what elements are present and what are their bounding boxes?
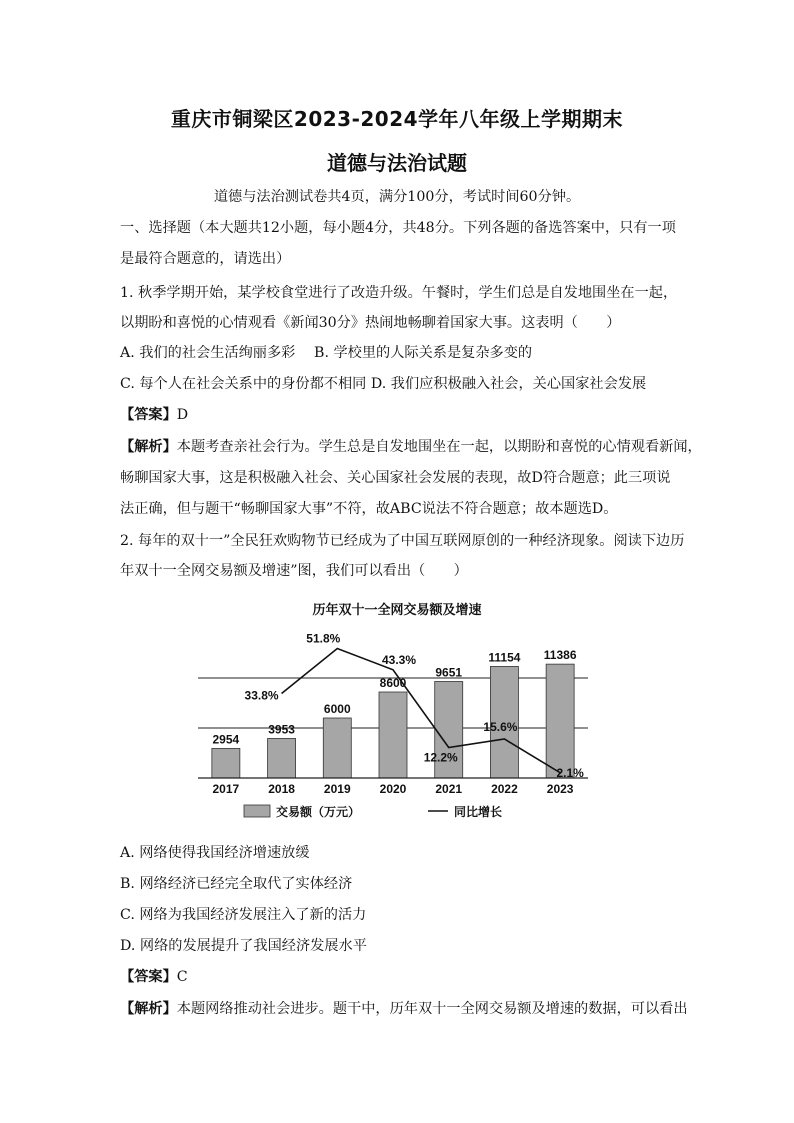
q2-answer [120, 966, 690, 986]
q2-analysis-line1 [120, 998, 690, 1018]
q2-answer-label: 【答案】 [120, 969, 177, 985]
chart-legend [244, 804, 502, 819]
chart-growth-label-2022: 15.6% [483, 720, 518, 734]
chart-x-tick-2020: 2020 [379, 782, 407, 796]
chart-x-tick-2019: 2019 [323, 782, 351, 796]
q2-analysis-label: 【解析】 [120, 1001, 177, 1017]
q1-stem-line1: 1. 秋季学期开始，某学校食堂进行了改造升级。午餐时，学生们总是自发地围坐在一起， [120, 285, 678, 301]
chart-bar-label-2023: 11386 [543, 648, 577, 663]
chart-growth-label-2020: 43.3% [381, 652, 417, 667]
chart-bar-2020 [379, 692, 407, 778]
chart-x-tick-2021: 2021 [435, 782, 463, 796]
chart-bar-label-2020: 8600 [379, 676, 407, 690]
chart-growth-label-2018: 33.8% [244, 688, 279, 703]
chart-bar-2018 [268, 738, 296, 778]
exam-title-line2: 道德与法治试题 [327, 151, 467, 175]
legend-line-label: 同比增长 [454, 805, 503, 819]
chart-bar-2019 [323, 718, 351, 778]
exam-intro: 道德与法治测试卷共4页，满分100分，考试时间60分钟。 [213, 189, 581, 205]
q2-option-c: C. 网络为我国经济发展注入了新的活力 [120, 907, 367, 923]
q1-analysis-text1: 本题考查亲社会行为。学生总是自发地围坐在一起，以期盼和喜悦的心情观看新闻， [176, 439, 702, 455]
chart-title: 历年双十一全网交易额及增速 [312, 602, 482, 617]
chart-bars [212, 648, 577, 778]
q2-analysis-text1: 本题网络推动社会进步。题干中，历年双十一全网交易额及增速的数据，可以看出 [176, 1001, 688, 1017]
chart-x-tick-2023: 2023 [546, 782, 574, 796]
q1-analysis-line3: 法正确，但与题干“畅聊国家大事”不符，故ABC说法不符合题意；故本题选D。 [120, 501, 618, 517]
q1-answer-value: D [176, 407, 189, 423]
chart-bar-label-2018: 3953 [268, 722, 295, 737]
q2-stem-line2: 年双十一全网交易额及增速”图，我们可以看出（ ） [120, 563, 468, 579]
legend-bar-label: 交易额（万元） [276, 805, 361, 819]
chart-bar-label-2017: 2954 [212, 732, 240, 747]
chart-bar-2023 [546, 664, 574, 778]
q1-stem-line2: 以期盼和喜悦的心情观看《新闻30分》热闹地畅聊着国家大事。这表明（ ） [120, 315, 621, 331]
q2-option-a: A. 网络使得我国经济增速放缓 [120, 845, 310, 861]
trade-volume-chart [192, 598, 602, 830]
chart-x-tick-2017: 2017 [212, 782, 240, 796]
chart-x-tick-2022: 2022 [491, 782, 518, 796]
section1-instructions-line2: 是最符合题意的，请选出） [120, 251, 291, 267]
q1-answer [120, 404, 690, 424]
section1-instructions-line1: 一、选择题（本大题共12小题，每小题4分，共48分。下列各题的备选答案中，只有一项 [120, 220, 676, 236]
q1-analysis-line2: 畅聊国家大事，这是积极融入社会、关心国家社会发展的表现，故D符合题意；此三项说 [120, 470, 671, 486]
chart-bar-label-2021: 9651 [435, 665, 463, 680]
q2-option-b: B. 网络经济已经完全取代了实体经济 [120, 876, 353, 892]
q1-answer-label: 【答案】 [120, 407, 177, 423]
chart-x-tick-2018: 2018 [268, 782, 295, 796]
exam-title-line1: 重庆市铜梁区2023-2024学年八年级上学期期末 [170, 107, 624, 131]
q1-options-line2: C. 每个人在社会关系中的身份都不相同 D. 我们应积极融入社会，关心国家社会发展 [120, 376, 647, 392]
chart-bar-label-2019: 6000 [323, 702, 351, 716]
q2-answer-value: C [176, 969, 188, 985]
legend-bar-swatch [244, 805, 270, 817]
chart-growth-label-2023: 2.1% [556, 765, 584, 780]
chart-x-axis [198, 778, 588, 796]
chart-bar-2017 [212, 748, 240, 778]
q2-option-d: D. 网络的发展提升了我国经济发展水平 [120, 938, 367, 954]
q1-analysis-line1 [120, 436, 702, 456]
chart-growth-label-2021: 12.2% [423, 750, 458, 765]
chart-growth-label-2019: 51.8% [306, 631, 341, 646]
q1-analysis-label: 【解析】 [120, 439, 177, 455]
q2-stem-line1: 2. 每年的双十一”全民狂欢购物节已经成为了中国互联网原创的一种经济现象。阅读下边历 [120, 533, 685, 549]
q1-options-line1: A. 我们的社会生活绚丽多彩 B. 学校里的人际关系是复杂多变的 [120, 345, 533, 361]
chart-bar-label-2022: 11154 [488, 650, 521, 665]
